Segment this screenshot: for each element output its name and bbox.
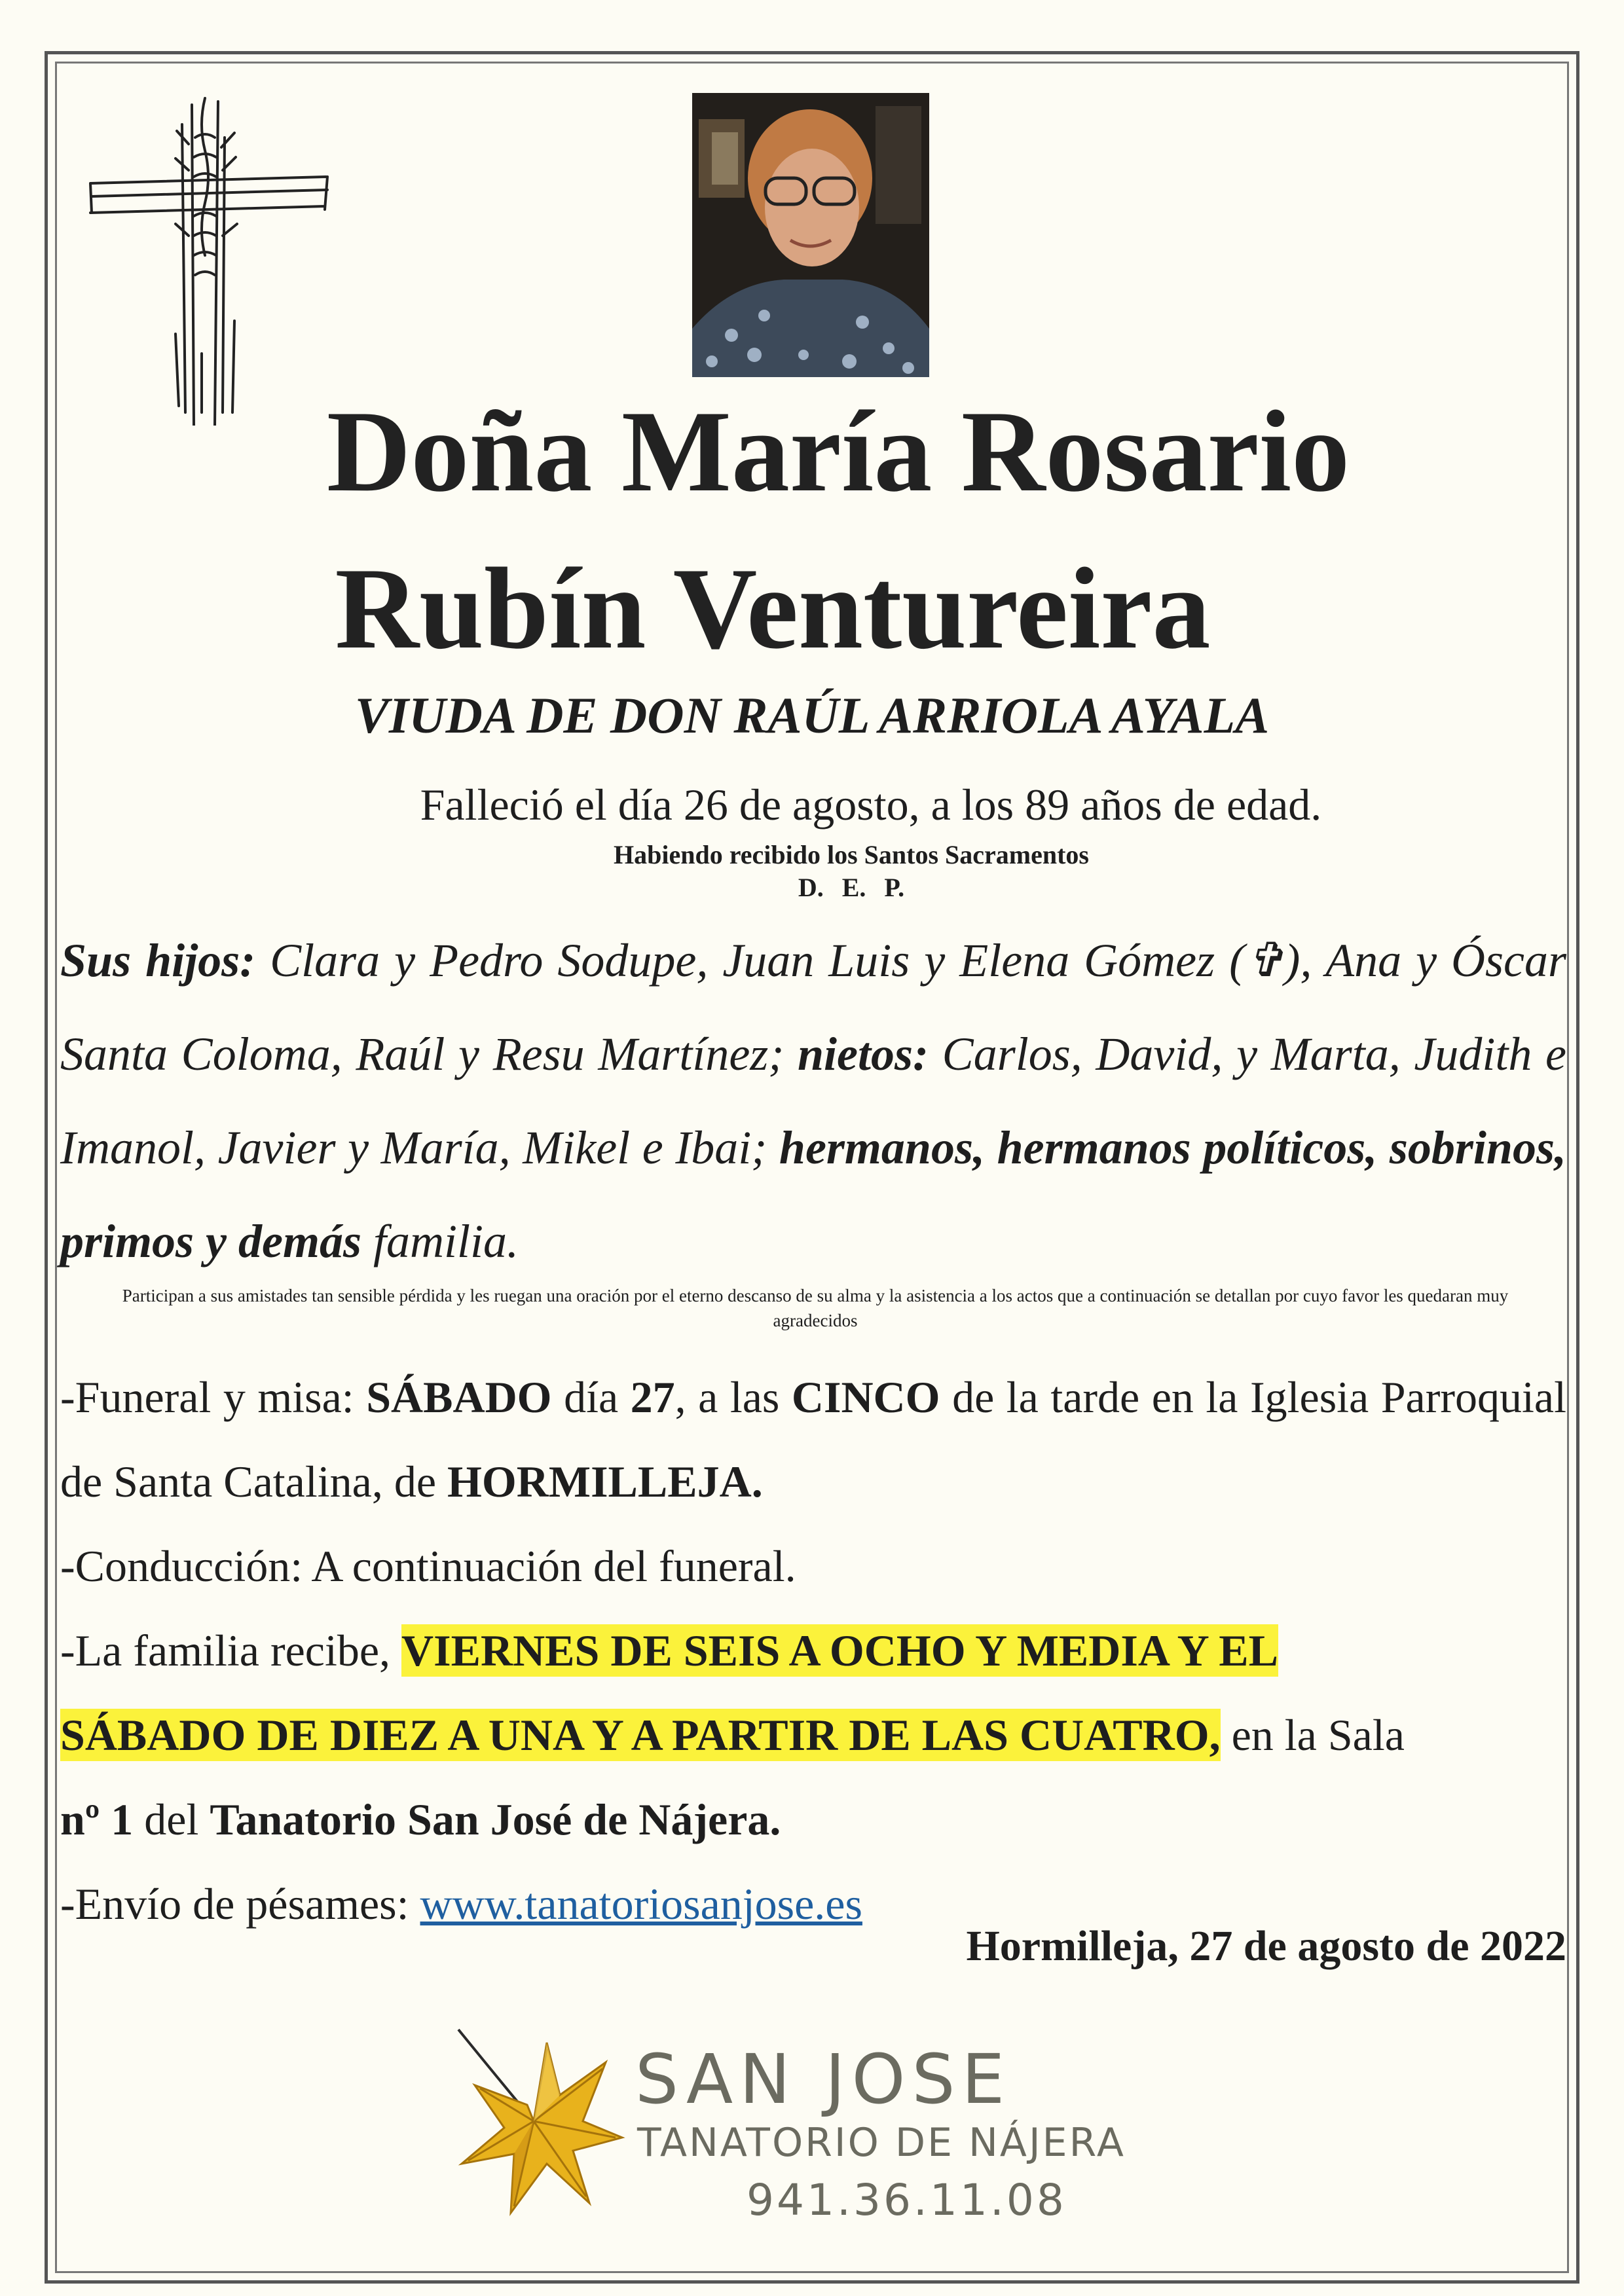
funeral-paragraph bbox=[60, 1355, 1566, 1524]
recibe-tanatorio: Tanatorio San José de Nájera. bbox=[210, 1795, 781, 1844]
widow-of-line: VIUDA DE DON RAÚL ARRIOLA AYALA bbox=[354, 687, 1270, 744]
participation-note: Participan a sus amistades tan sensible pérdida y les ruegan una oración por el eterno descanso de su alma y la asistencia a los actos que a continuación se detallan por cuyo favor les quedaran muy agradecidos bbox=[122, 1286, 1509, 1330]
funeral-day: SÁBADO bbox=[366, 1372, 552, 1422]
recibe-highlight-1: VIERNES DE SEIS A OCHO Y MEDIA Y EL bbox=[401, 1626, 1278, 1675]
funeral-text-c: , a las bbox=[674, 1372, 792, 1422]
recibe-highlight-2: SÁBADO DE DIEZ A UNA Y A PARTIR DE LAS CUATRO, bbox=[60, 1710, 1221, 1760]
acts-section bbox=[60, 1355, 1566, 1946]
funeral-hour: CINCO bbox=[791, 1372, 940, 1422]
recibe-text-c: del bbox=[133, 1795, 210, 1844]
family-paragraph bbox=[60, 914, 1566, 1288]
deceased-name-line2: Rubín Ventureira bbox=[335, 543, 1211, 673]
dep-line: D. E. P. bbox=[798, 873, 905, 902]
funeral-text-b: día bbox=[551, 1372, 631, 1422]
hijos-label: Sus hijos: bbox=[60, 934, 256, 987]
recibe-text-b: en la Sala bbox=[1220, 1710, 1405, 1760]
place-date-signature: Hormilleja, 27 de agosto de 2022 bbox=[966, 1922, 1566, 1970]
recibe-sala: nº 1 bbox=[60, 1795, 134, 1844]
familia-text: familia. bbox=[361, 1215, 519, 1267]
funeral-place: HORMILLEJA. bbox=[447, 1457, 763, 1506]
death-statement: Falleció el día 26 de agosto, a los 89 años de edad. bbox=[420, 780, 1322, 829]
cross-wheat-icon bbox=[84, 85, 333, 426]
conduccion-paragraph: -Conducción: A continuación del funeral. bbox=[60, 1541, 796, 1591]
envio-label: -Envío de pésames: bbox=[60, 1879, 420, 1929]
logo-name: SAN JOSE bbox=[635, 2039, 1012, 2119]
funeral-date-number: 27 bbox=[630, 1372, 675, 1422]
sacraments-line: Habiendo recibido los Santos Sacramentos bbox=[614, 840, 1089, 869]
relatives-label: hermanos, hermanos políticos, sobrinos, primos y demás bbox=[60, 1121, 1566, 1267]
logo-subtitle: TANATORIO DE NÁJERA bbox=[637, 2120, 1126, 2166]
condolences-link[interactable]: www.tanatoriosanjose.es bbox=[420, 1879, 862, 1929]
funeral-text-d: de la tarde en la Iglesia Parroquial de Santa Catalina, de bbox=[60, 1372, 1566, 1506]
recibe-label: -La familia recibe, bbox=[60, 1626, 402, 1675]
logo-phone: 941.36.11.08 bbox=[747, 2175, 1067, 2225]
funeral-label: -Funeral y misa: bbox=[60, 1372, 367, 1422]
nietos-label: nietos: bbox=[797, 1028, 929, 1080]
portrait-photo bbox=[692, 93, 929, 377]
recibe-paragraph bbox=[60, 1609, 1566, 1862]
autumn-leaf-icon bbox=[449, 2023, 625, 2219]
deceased-name-line1: Doña María Rosario bbox=[326, 386, 1350, 516]
nietos-text: Carlos, David, y Marta, Judith e Imanol, Javier y María, Mikel e Ibai; bbox=[60, 1028, 1566, 1174]
hijos-text: Clara y Pedro Sodupe, Juan Luis y Elena Gómez (✞), Ana y Óscar Santa Coloma, Raúl y Resu Martínez; bbox=[60, 934, 1566, 1080]
